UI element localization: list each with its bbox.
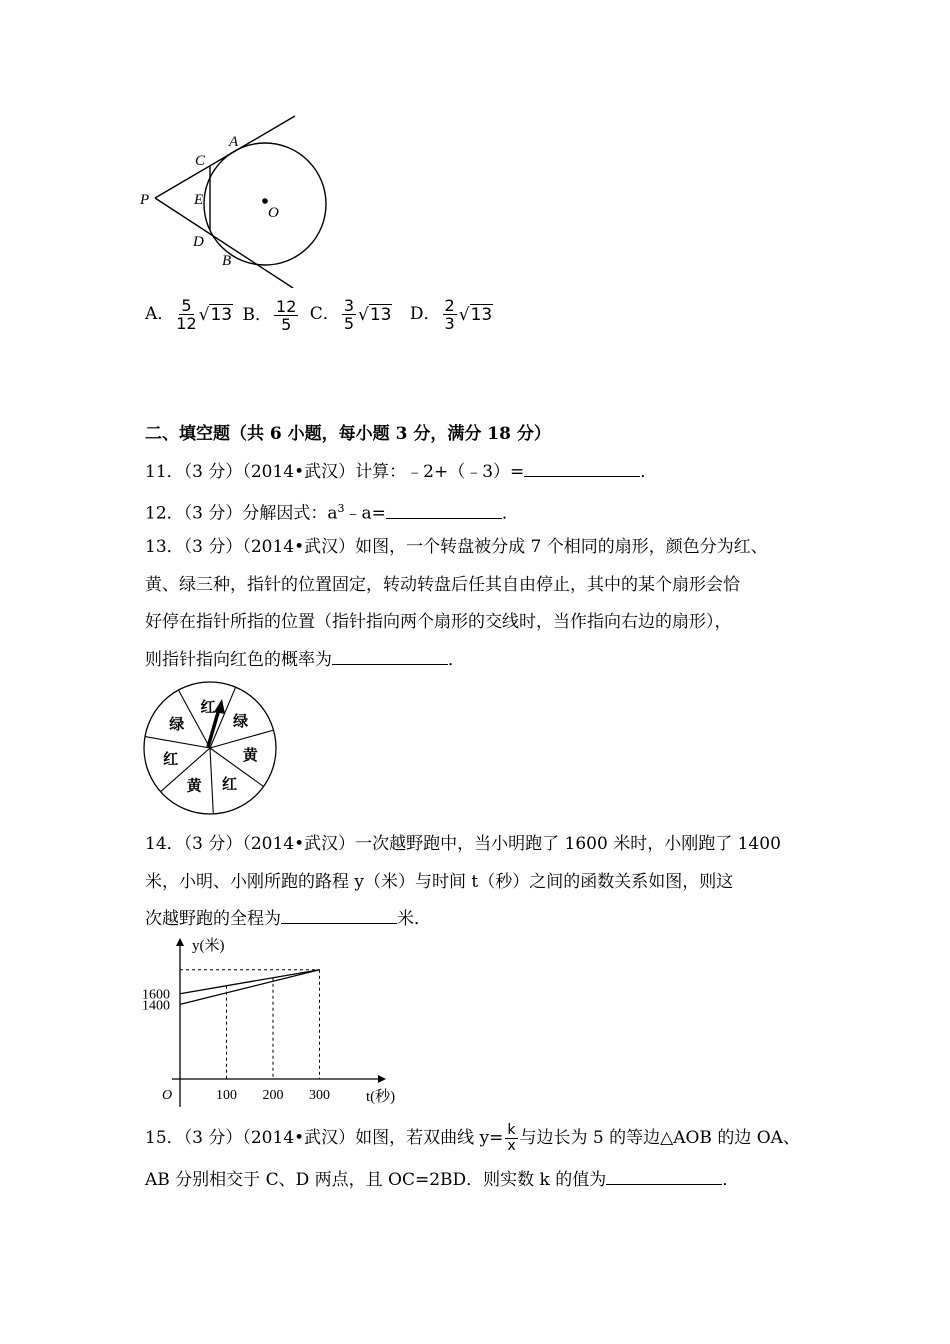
answer-blank <box>386 504 502 519</box>
option-d: D． $\frac{2}{3}$ √13 <box>409 296 493 334</box>
spinner-figure <box>142 679 282 819</box>
distance-time-chart <box>140 934 420 1114</box>
origin-label: O <box>162 1088 173 1103</box>
answer-blank <box>332 650 448 665</box>
y-axis-label: y(米) <box>192 938 225 954</box>
center-dot <box>262 198 268 204</box>
option-b: B． $\frac{12}{5}$ <box>242 296 297 334</box>
label-p: P <box>140 192 150 208</box>
q10-options <box>145 296 497 333</box>
y-tick-label: 1600 <box>142 987 170 1003</box>
x-tick-label: 100 <box>216 1088 237 1103</box>
tangent-circle-figure <box>135 108 335 288</box>
option-c: C． $\frac{3}{5}$ √13 <box>309 296 392 334</box>
spinner-spoke <box>145 737 210 748</box>
y-axis-arrow-icon <box>176 938 184 946</box>
x-axis-arrow-icon <box>378 1075 386 1083</box>
question-11: 11．（3 分）（2014•武汉）计算：﹣2+（﹣3）= ． <box>145 462 658 482</box>
tangent-pa <box>155 116 295 198</box>
question-12: 12．（3 分）分解因式：$a^3﹣a=$ ． <box>145 502 519 524</box>
label-d: D <box>193 234 204 250</box>
question-14-line3: 次越野跑的全程为 米． <box>145 909 431 929</box>
pointer-arrow-icon <box>214 699 225 714</box>
series-line-小刚 <box>180 970 320 1005</box>
question-13-line3: 好停在指针所指的位置（指针指向两个扇形的交线时，当作指向右边的扇形）， <box>145 612 732 632</box>
spinner-spoke <box>210 748 213 814</box>
label-o: O <box>268 205 279 221</box>
label-e: E <box>194 192 204 208</box>
x-tick-label: 300 <box>309 1088 330 1103</box>
spinner-sector-label: 黄 <box>186 778 202 795</box>
answer-blank <box>524 462 640 477</box>
spinner-sector-label: 绿 <box>169 717 185 734</box>
answer-blank <box>281 909 397 924</box>
spinner-sector-label: 红 <box>163 752 179 769</box>
spinner-sector-label: 绿 <box>233 713 249 730</box>
question-14-line1: 14．（3 分）（2014•武汉）一次越野跑中，当小明跑了 1600 米时，小刚跑了 1400 <box>145 834 781 854</box>
spinner-spoke <box>210 730 274 748</box>
spinner-sector-label: 黄 <box>242 748 258 765</box>
label-c: C <box>195 153 206 169</box>
spinner-spoke <box>210 687 236 748</box>
label-b: B <box>222 253 232 269</box>
label-a: A <box>229 134 239 150</box>
x-tick-label: 200 <box>262 1088 284 1103</box>
series-line-小明 <box>180 970 320 994</box>
question-13-line4: 则指针指向红色的概率为 ． <box>145 650 465 670</box>
option-a: A． $\frac{5}{12}$ √13 <box>145 296 233 334</box>
question-15-line1: 15．（3 分）（2014•武汉）如图，若双曲线 y= $\frac{k}{x}$ 与边长为 5 的等边△AOB 的边 OA、 <box>145 1122 800 1154</box>
answer-blank <box>606 1170 722 1185</box>
question-13-line1: 13．（3 分）（2014•武汉）如图，一个转盘被分成 7 个相同的扇形，颜色分为红、 <box>145 537 768 557</box>
question-13-line2: 黄、绿三种，指针的位置固定，转动转盘后任其自由停止，其中的某个扇形会恰 <box>145 575 740 595</box>
spinner-sector-label: 红 <box>222 776 238 793</box>
x-axis-label: t(秒) <box>366 1089 396 1105</box>
circle-o <box>204 143 326 265</box>
spinner-sector-label: 红 <box>200 700 216 717</box>
y-tick-label: 1400 <box>142 998 170 1014</box>
question-14-line2: 米，小明、小刚所跑的路程 y（米）与时间 t（秒）之间的函数关系如图，则这 <box>145 872 734 892</box>
question-15-line2: AB 分别相交于 C、D 两点，且 OC=2BD．则实数 k 的值为 ． <box>145 1170 740 1190</box>
section-heading: 二、填空题（共 6 小题，每小题 3 分，满分 18 分） <box>145 424 551 444</box>
